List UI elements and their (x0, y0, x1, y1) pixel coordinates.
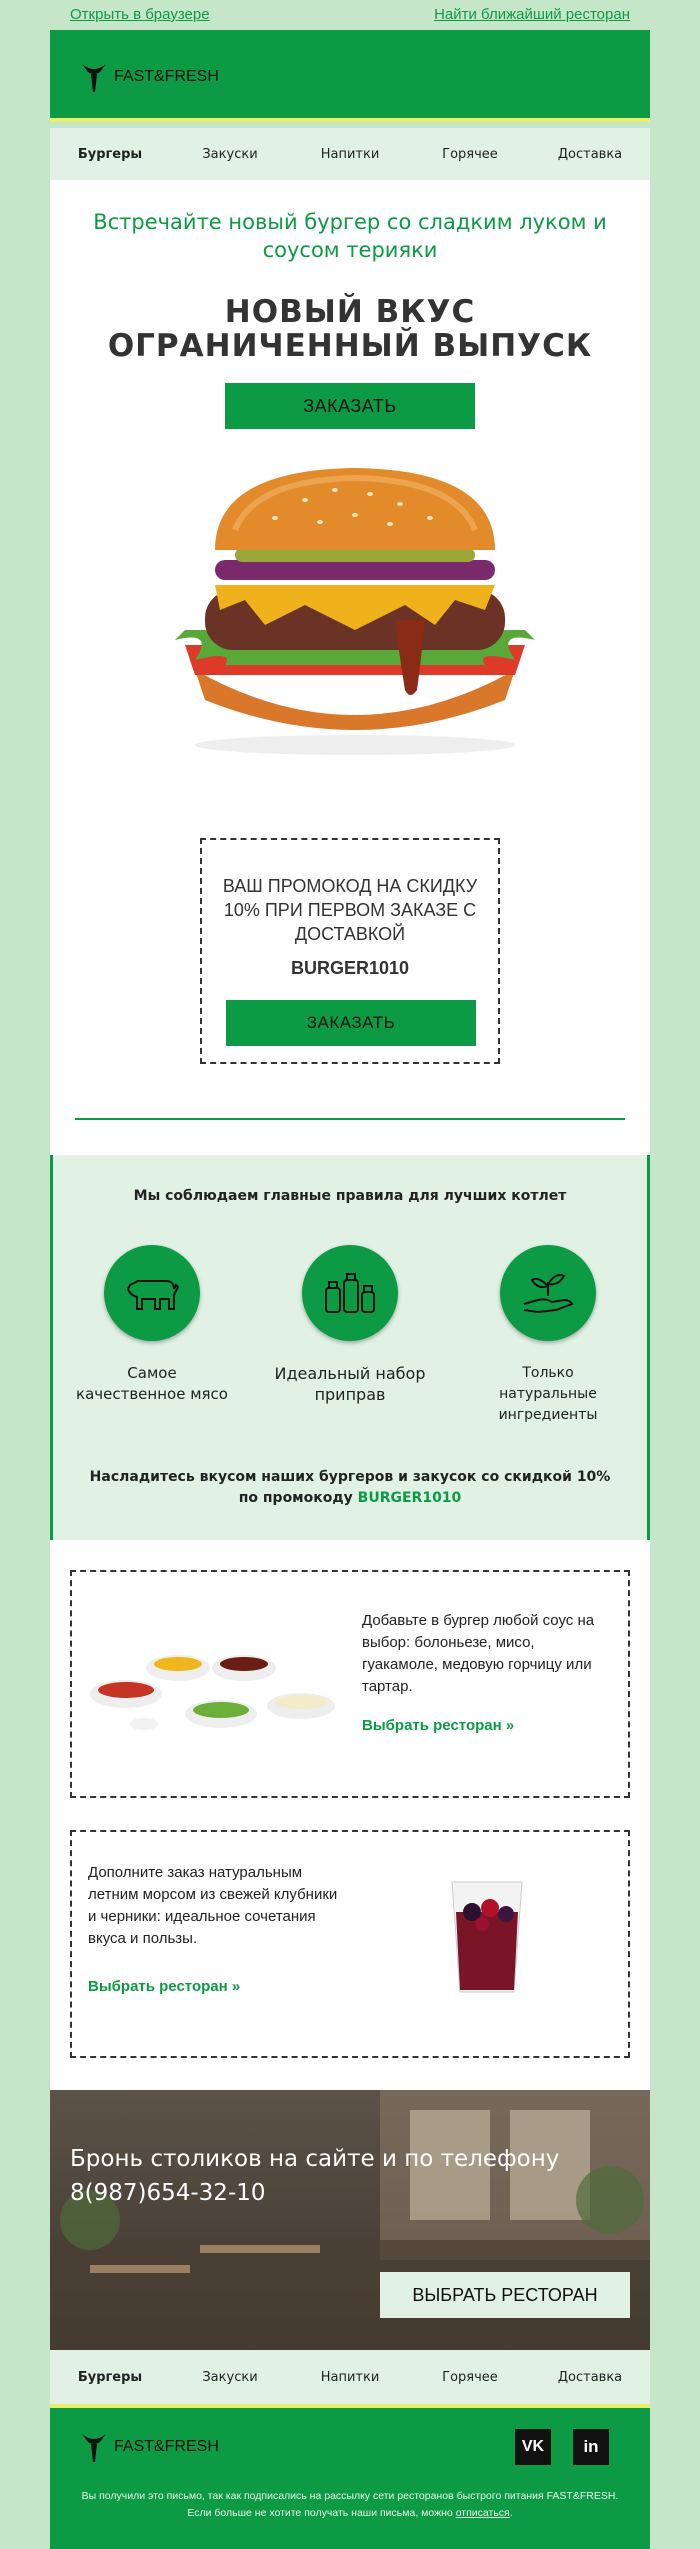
linkedin-icon[interactable]: in (573, 2429, 609, 2465)
top-nav (50, 128, 650, 180)
rules-note (83, 1467, 617, 1509)
footer-nav-drinks[interactable]: Напитки (320, 2369, 380, 2385)
bottom-nav (50, 2350, 650, 2404)
logo[interactable] (78, 60, 219, 94)
cow-icon (104, 1245, 200, 1341)
footer (50, 2404, 650, 2549)
promo-text: ВАШ ПРОМОКОД НА СКИДКУ 10% ПРИ ПЕРВОМ ЗАКАЗЕ С ДОСТАВКОЙ (222, 876, 478, 944)
footer-period: . (509, 2507, 513, 2519)
rule-meat-label: Самое качественное мясо (76, 1364, 228, 1403)
booking-phone[interactable]: 8(987)654-32-10 (70, 2180, 266, 2206)
booking-banner (50, 2090, 650, 2350)
rule-spices-label: Идеальный набор приправ (274, 1364, 426, 1404)
hero-subtitle: Встречайте новый бургер со сладким луком и соусом терияки (93, 210, 607, 262)
rules-title: Мы соблюдаем главные правила для лучших котлет (133, 1188, 567, 1204)
footer-text (70, 2488, 630, 2522)
footer-nav-hot[interactable]: Горячее (442, 2369, 498, 2385)
drink-card (70, 1830, 630, 2058)
nav-snacks[interactable]: Закуски (202, 146, 258, 162)
nav-drinks[interactable]: Напитки (320, 146, 380, 162)
nav-burgers[interactable]: Бургеры (77, 146, 143, 162)
promo-order-button[interactable]: ЗАКАЗАТЬ (226, 1000, 476, 1046)
rule-natural-label: Только натуральные ингредиенты (498, 1365, 598, 1423)
rule-item (53, 1245, 251, 1426)
spices-icon (302, 1245, 398, 1341)
footer-nav-burgers[interactable]: Бургеры (77, 2369, 143, 2385)
drink-choose-restaurant-link[interactable]: Выбрать ресторан » (88, 1978, 241, 1995)
sauce-card (70, 1570, 630, 1798)
choose-restaurant-button[interactable]: ВЫБРАТЬ РЕСТОРАН (380, 2272, 630, 2318)
rules-note-text: Насладитесь вкусом наших бургеров и закусок со скидкой 10% по промокоду (89, 1469, 611, 1506)
logo-icon (78, 2430, 110, 2464)
sauces-image (86, 1606, 341, 1756)
burger-image (155, 460, 545, 760)
sauce-text: Добавьте в бургер любой соус на выбор: болоньезе, мисо, гуакамоле, медовую горчицу или тартар. (362, 1612, 595, 1695)
rules-section (50, 1155, 650, 1540)
logo-icon (78, 60, 110, 94)
booking-line1: Бронь столиков на сайте и по телефону (70, 2146, 560, 2172)
rules-list (53, 1245, 647, 1426)
footer-logo-text: FAST&FRESH (114, 2438, 219, 2455)
nav-delivery[interactable]: Доставка (557, 146, 623, 162)
hero-title-line1: НОВЫЙ ВКУС (224, 294, 476, 330)
drink-image (442, 1872, 532, 2002)
footer-nav-snacks[interactable]: Закуски (202, 2369, 258, 2385)
footer-logo[interactable] (78, 2430, 219, 2464)
hero-section (50, 180, 650, 1155)
nav-hot[interactable]: Горячее (442, 146, 498, 162)
find-restaurant-link[interactable]: Найти ближайший ресторан (434, 6, 630, 23)
booking-text (70, 2142, 559, 2210)
rules-note-code: BURGER1010 (357, 1490, 462, 1506)
logo-text: FAST&FRESH (114, 68, 219, 85)
drink-text: Дополните заказ натуральным летним морсом из свежей клубники и черники: идеальное сочетания вкуса и пользы. (88, 1864, 338, 1947)
plant-hand-icon (500, 1245, 596, 1341)
header (50, 30, 650, 122)
divider (75, 1118, 625, 1120)
rule-item (449, 1245, 647, 1426)
order-button[interactable]: ЗАКАЗАТЬ (225, 383, 475, 429)
hero-title (50, 295, 650, 363)
vk-icon[interactable]: VK (515, 2429, 551, 2465)
unsubscribe-link[interactable]: отписаться (455, 2507, 510, 2519)
sauce-choose-restaurant-link[interactable]: Выбрать ресторан » (362, 1717, 515, 1734)
hero-title-line2: ОГРАНИЧЕННЫЙ ВЫПУСК (107, 328, 593, 364)
footer-nav-delivery[interactable]: Доставка (557, 2369, 623, 2385)
open-in-browser-link[interactable]: Открыть в браузере (70, 6, 210, 23)
extras-section (50, 1540, 650, 2090)
promo-code: BURGER1010 (290, 958, 410, 978)
promo-box (200, 838, 500, 1064)
footer-disclaimer: Вы получили это письмо, так как подписались на рассылку сети ресторанов быстрого питания FAST&FRESH. Если больше не хотите получать наши письма, можно (81, 2490, 619, 2519)
rule-item (251, 1245, 449, 1426)
